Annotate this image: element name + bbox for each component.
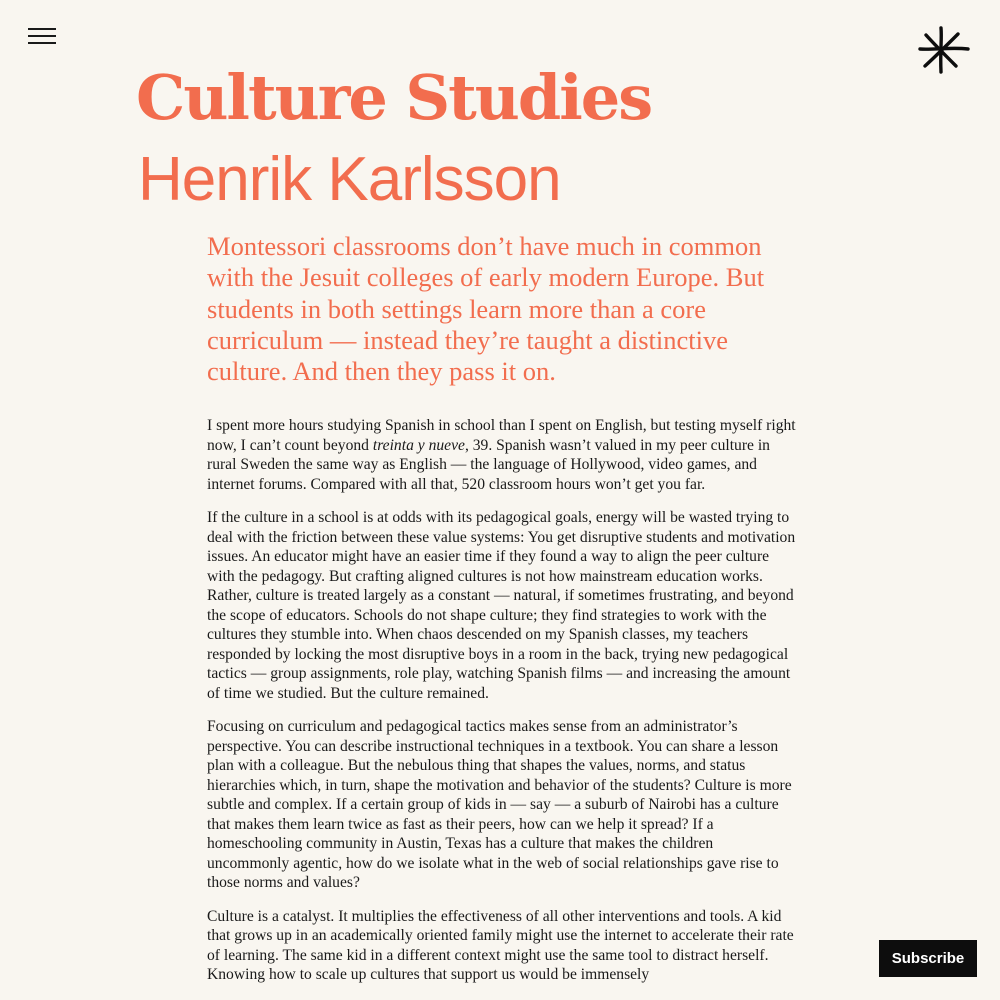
article-paragraph: I spent more hours studying Spanish in school than I spent on English, but testing myself right now, I can’t count beyond treinta y nueve, 39. Spanish wasn’t valued in my peer culture in rural Sweden the same way as English — the language of Hollywood, video games, and internet forums. Compared with all that, 520 classroom hours won’t get you far.	[207, 417, 796, 493]
menu-line	[28, 35, 56, 37]
asterisk-logo-icon[interactable]	[915, 25, 971, 75]
article-paragraph: If the culture in a school is at odds with its pedagogical goals, energy will be wasted trying to deal with the friction between these value systems: You get disruptive students and motivation issues. An educator might have an easier time if they found a way to align the peer culture with the pedagogy. But crafting aligned cultures is not how mainstream education works. Rather, culture is treated largely as a constant — natural, if sometimes frustrating, and beyond the scope of educators. Schools do not shape culture; they find strategies to work with the cultures they stumble into. When chaos descended on my Spanish classes, my teachers responded by locking the most disruptive boys in a room in the back, trying new pedagogical tactics — group assignments, role play, watching Spanish films — and increasing the amount of time we studied. But the culture remained.	[207, 509, 796, 702]
article-body	[207, 416, 797, 999]
menu-line	[28, 28, 56, 30]
article-dek: Montessori classrooms don’t have much in common with the Jesuit colleges of early modern Europe. But students in both settings learn more than a core curriculum — instead they’re taught a distinctive culture. And then they pass it on.	[207, 231, 765, 387]
subscribe-button[interactable]: Subscribe	[879, 940, 977, 977]
article-paragraph: Focusing on curriculum and pedagogical tactics makes sense from an administrator’s perspective. You can describe instructional techniques in a textbook. You can share a lesson plan with a colleague. But the nebulous thing that shapes the values, norms, and status hierarchies which, in turn, shape the motivation and behavior of the students? Culture is more subtle and complex. If a certain group of kids in — say — a suburb of Nairobi has a culture that makes them learn twice as fast as their peers, how can we help it spread? If a homeschooling community in Austin, Texas has a culture that makes the children uncommonly agentic, how do we isolate what in the web of social relationships gave rise to those norms and values?	[207, 718, 792, 891]
menu-line	[28, 42, 56, 44]
article-paragraph: Culture is a catalyst. It multiplies the effectiveness of all other interventions and tools. A kid that grows up in an academically oriented family might use the internet to accelerate their rate of learning. The same kid in a different context might use the same tool to distract herself. Knowing how to scale up cultures that support us would be immensely	[207, 907, 794, 983]
emphasized-phrase: treinta y nueve	[372, 436, 465, 454]
hamburger-menu-icon[interactable]	[28, 28, 56, 46]
article-title: Culture Studies	[136, 61, 652, 134]
author-name[interactable]: Henrik Karlsson	[138, 145, 561, 214]
